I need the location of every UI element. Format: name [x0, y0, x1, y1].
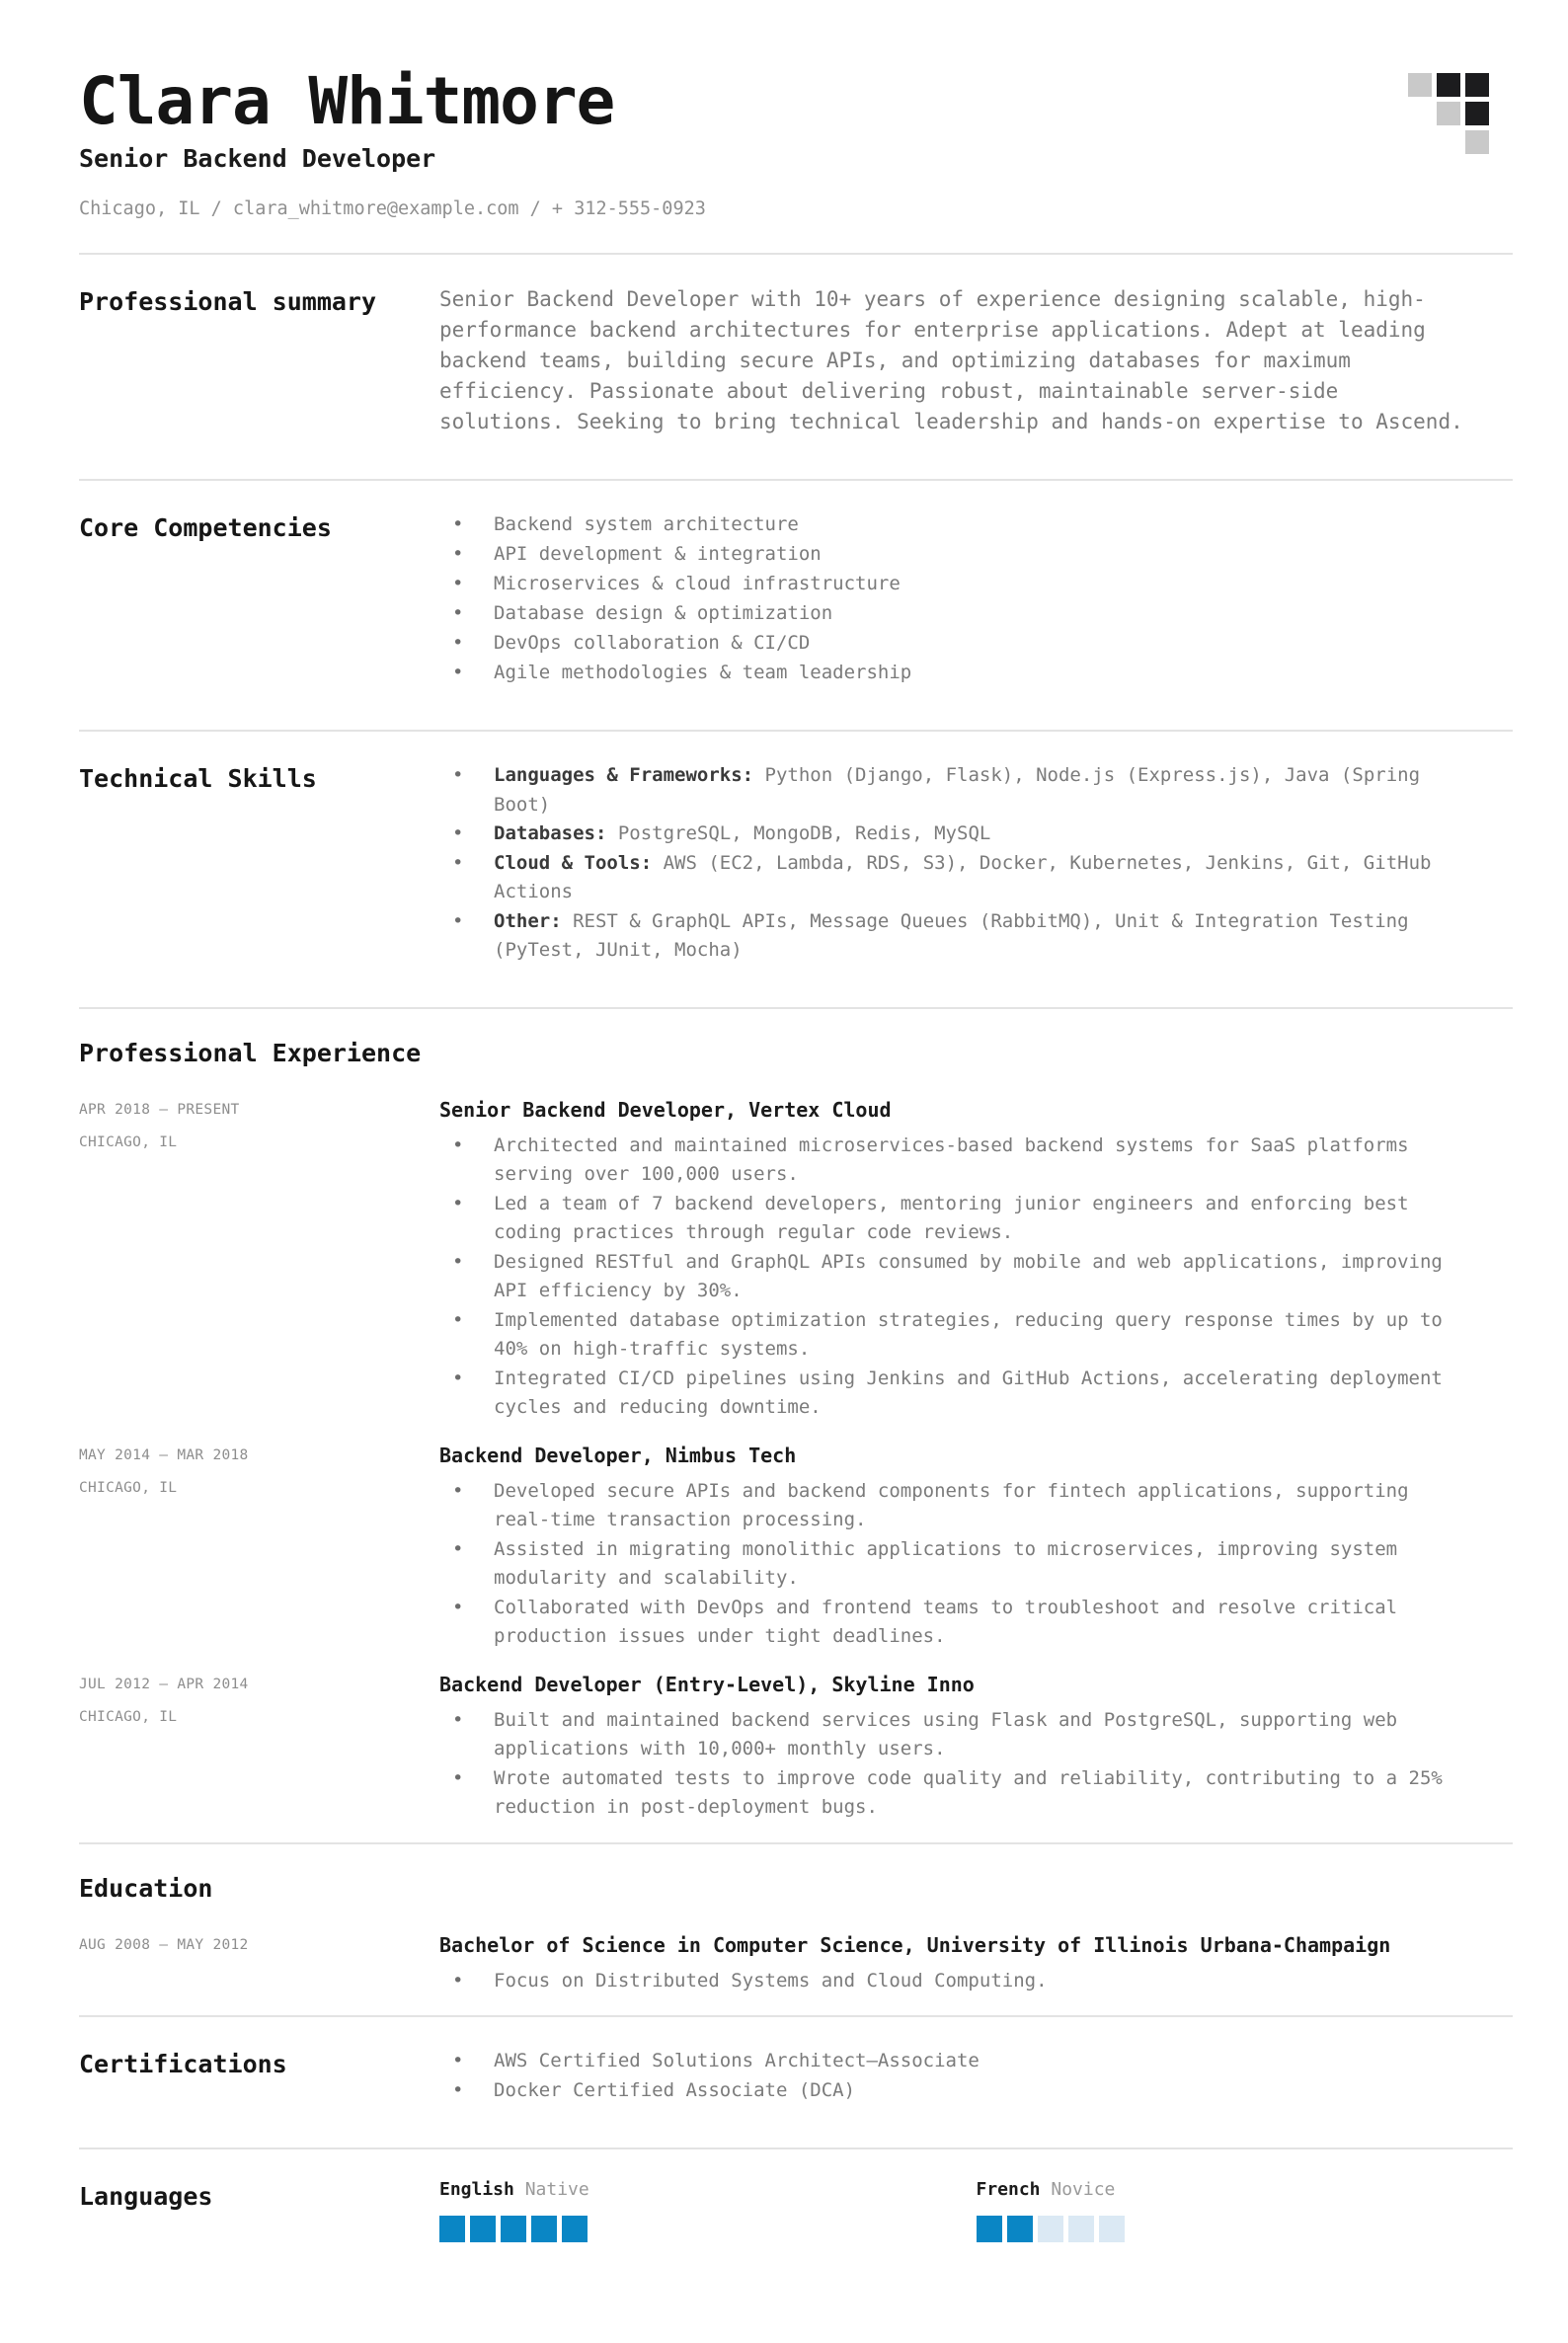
divider [79, 1007, 1513, 1009]
job-bullet: • Integrated CI/CD pipelines using Jenkins and GitHub Actions, accelerating deployment cycles and reducing downtime. [439, 1365, 1472, 1423]
proficiency-segment-filled [470, 2216, 496, 2242]
language-level: Novice [1051, 2179, 1116, 2200]
job-location: CHICAGO, IL [79, 1708, 178, 1725]
job-dates: MAY 2014 – MAR 2018 [79, 1446, 249, 1463]
proficiency-segment-empty [1099, 2216, 1125, 2242]
job-bullet: • Wrote automated tests to improve code quality and reliability, contributing to a 25% reduction in post-deployment bugs. [439, 1764, 1472, 1823]
skill-values: Python (Django, Flask), Node.js (Express.js), Java (Spring Boot) [494, 764, 1421, 816]
job-title: Backend Developer (Entry-Level), Skyline Inno [439, 1672, 975, 1696]
proficiency-segment-filled [531, 2216, 557, 2242]
skill-category: Other: [494, 909, 562, 932]
job-bullet: • Assisted in migrating monolithic applications to microservices, improving system modularity and scalability. [439, 1535, 1472, 1594]
logo-square-black [1465, 73, 1489, 97]
skill-category: Languages & Frameworks: [494, 764, 754, 786]
section-heading: Professional summary [79, 287, 377, 316]
job-bullets [439, 1477, 1472, 1652]
list-item: • Docker Certified Associate (DCA) [439, 2076, 1472, 2106]
section-technical-skills [79, 732, 1513, 1007]
certification-list [439, 2047, 1472, 2106]
job-location: CHICAGO, IL [79, 1133, 178, 1150]
proficiency-segment-filled [1007, 2216, 1033, 2242]
section-heading: Certifications [79, 2050, 287, 2078]
section-heading: Education [79, 1873, 213, 1903]
contact-line: Chicago, IL / clara_whitmore@example.com / + 312-555-0923 [79, 198, 706, 219]
logo-square-black [1465, 102, 1489, 125]
proficiency-segment-filled [439, 2216, 465, 2242]
logo-square-gray [1408, 73, 1432, 97]
logo-square-gray [1465, 130, 1489, 154]
section-heading: Professional Experience [79, 1038, 422, 1067]
job-entry-skyline-inno [79, 1672, 1513, 1823]
logo-empty-cell [1408, 102, 1432, 125]
list-item [439, 849, 1472, 907]
section-languages [79, 2149, 1513, 2284]
proficiency-segment-filled [977, 2216, 1002, 2242]
section-professional-experience [79, 1039, 1513, 1823]
logo-empty-cell [1437, 130, 1460, 154]
logo-square-black [1437, 73, 1460, 97]
list-item [439, 761, 1472, 820]
proficiency-segment-filled [501, 2216, 526, 2242]
resume-header [79, 0, 1513, 219]
list-item: • Microservices & cloud infrastructure [439, 570, 1472, 599]
list-item: • DevOps collaboration & CI/CD [439, 629, 1472, 659]
logo-square-gray [1437, 102, 1460, 125]
logo-empty-cell [1408, 130, 1432, 154]
language-level: Native [524, 2179, 589, 2200]
section-core-competencies [79, 481, 1513, 730]
candidate-title: Senior Backend Developer [79, 144, 436, 173]
education-bullet: • Focus on Distributed Systems and Cloud Computing. [439, 1967, 1472, 1996]
job-bullets [439, 1706, 1472, 1823]
summary-text: Senior Backend Developer with 10+ years of experience designing scalable, high-performance backend architectures for enterprise applications. Adept at leading backend teams, building secure APIs, and optimizing databases for maximum efficiency. Passionate about delivering robust, maintainable server-side solutions. Seeking to bring technical leadership and hands-on expertise to Ascend. [439, 287, 1463, 433]
job-bullet: • Architected and maintained microservices-based backend systems for SaaS platforms serving over 100,000 users. [439, 1132, 1472, 1190]
job-title: Backend Developer, Nimbus Tech [439, 1443, 797, 1467]
language-name: English [439, 2179, 514, 2200]
job-entry-nimbus-tech [79, 1443, 1513, 1652]
job-location: CHICAGO, IL [79, 1479, 178, 1496]
job-bullets [439, 1132, 1472, 1423]
candidate-name: Clara Whitmore [79, 63, 615, 139]
proficiency-segment-empty [1038, 2216, 1063, 2242]
language-entry-french [977, 2179, 1514, 2242]
job-bullet: • Designed RESTful and GraphQL APIs consumed by mobile and web applications, improving API efficiency by 30%. [439, 1248, 1472, 1306]
divider [79, 1842, 1513, 1844]
job-dates: APR 2018 – PRESENT [79, 1101, 240, 1118]
skill-values: AWS (EC2, Lambda, RDS, S3), Docker, Kubernetes, Jenkins, Git, GitHub Actions [494, 851, 1432, 902]
skill-values: REST & GraphQL APIs, Message Queues (RabbitMQ), Unit & Integration Testing (PyTest, JUnit, Mocha) [494, 909, 1409, 961]
brand-squares-logo-icon [1408, 73, 1489, 154]
section-certifications [79, 2017, 1513, 2148]
section-education [79, 1874, 1513, 1996]
section-heading: Core Competencies [79, 513, 332, 542]
education-bullets [439, 1967, 1472, 1996]
job-dates: JUL 2012 – APR 2014 [79, 1676, 249, 1692]
education-entry [79, 1932, 1513, 1996]
list-item: • Database design & optimization [439, 599, 1472, 629]
section-heading: Languages [79, 2182, 213, 2211]
job-bullet: • Collaborated with DevOps and frontend teams to troubleshoot and resolve critical production issues under tight deadlines. [439, 1594, 1472, 1652]
proficiency-segment-filled [562, 2216, 588, 2242]
list-item: • AWS Certified Solutions Architect–Associate [439, 2047, 1472, 2076]
list-item: • Agile methodologies & team leadership [439, 659, 1472, 688]
job-entry-vertex-cloud [79, 1097, 1513, 1423]
language-entry-english [439, 2179, 977, 2242]
language-name: French [976, 2179, 1041, 2200]
section-professional-summary [79, 255, 1513, 479]
language-proficiency-bar [439, 2216, 977, 2242]
job-bullet: • Developed secure APIs and backend components for fintech applications, supporting real-time transaction processing. [439, 1477, 1472, 1535]
job-bullet: • Built and maintained backend services using Flask and PostgreSQL, supporting web applications with 10,000+ monthly users. [439, 1706, 1472, 1764]
list-item: • API development & integration [439, 540, 1472, 570]
skill-category: Cloud & Tools: [494, 851, 653, 874]
list-item: • Backend system architecture [439, 510, 1472, 540]
skill-values: PostgreSQL, MongoDB, Redis, MySQL [606, 822, 991, 844]
job-title: Senior Backend Developer, Vertex Cloud [439, 1097, 892, 1122]
list-item [439, 820, 1472, 849]
list-item [439, 907, 1472, 966]
skills-list [439, 761, 1472, 966]
job-bullet: • Led a team of 7 backend developers, mentoring junior engineers and enforcing best coding practices through regular code reviews. [439, 1190, 1472, 1248]
job-bullet: • Implemented database optimization strategies, reducing query response times by up to 40% on high-traffic systems. [439, 1306, 1472, 1365]
education-dates: AUG 2008 – MAY 2012 [79, 1936, 249, 1953]
section-heading: Technical Skills [79, 764, 317, 793]
proficiency-segment-empty [1068, 2216, 1094, 2242]
language-proficiency-bar [977, 2216, 1514, 2242]
skill-category: Databases: [494, 822, 607, 844]
competency-list [439, 510, 1472, 688]
degree-title: Bachelor of Science in Computer Science, University of Illinois Urbana-Champaign [439, 1932, 1391, 1957]
